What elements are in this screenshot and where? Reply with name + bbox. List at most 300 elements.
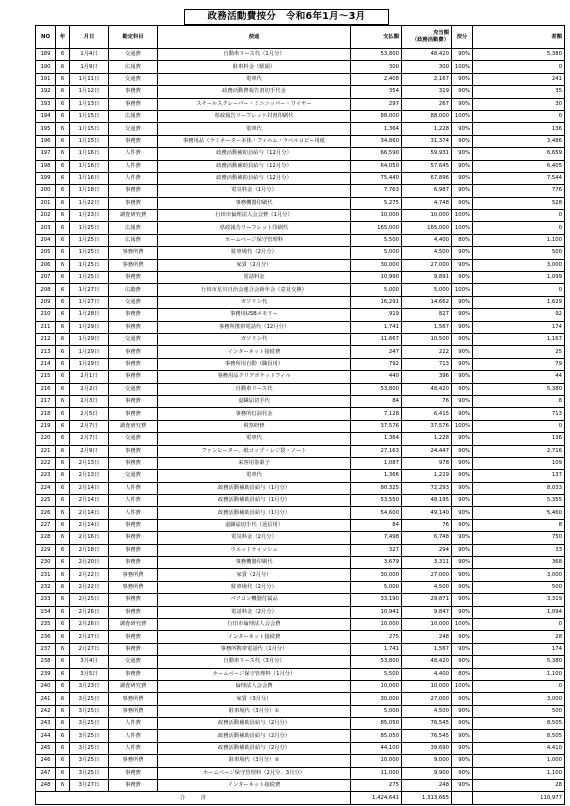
cell-purpose: インターネット接続費 <box>158 631 351 643</box>
cell-applied: 978 <box>402 457 452 469</box>
cell-ratio: 90% <box>452 172 473 184</box>
cell-ratio: 90% <box>452 532 473 544</box>
cell-ratio: 90% <box>452 259 473 271</box>
cell-no: 219 <box>36 420 56 432</box>
cell-date: 1月25日 <box>70 247 109 259</box>
header-no: NO <box>36 26 56 49</box>
cell-applied: 1,228 <box>402 433 452 445</box>
cell-applied: 4,400 <box>402 234 452 246</box>
cell-balance: 713 <box>473 408 565 420</box>
cell-purpose: 政務活動補助員給与（1月分） <box>158 495 351 507</box>
cell-account: 調査研究費 <box>109 618 158 630</box>
table-row <box>36 247 565 259</box>
cell-ratio: 100% <box>452 222 473 234</box>
cell-account: 人件費 <box>109 482 158 494</box>
cell-paid: 84 <box>351 519 402 531</box>
cell-date: 1月18日 <box>70 185 109 197</box>
cell-ratio: 90% <box>452 755 473 767</box>
table-row <box>36 742 565 754</box>
table-row <box>36 718 565 730</box>
cell-applied: 76 <box>402 519 452 531</box>
cell-ratio: 90% <box>452 705 473 717</box>
cell-applied: 5,000 <box>402 284 452 296</box>
cell-account: 事務費 <box>109 309 158 321</box>
cell-date: 1月23日 <box>70 210 109 222</box>
cell-purpose: 政務活動補助員給与（12月分） <box>158 172 351 184</box>
cell-balance: 8,033 <box>473 482 565 494</box>
cell-account: 広報費 <box>109 234 158 246</box>
cell-year: 6 <box>56 668 70 680</box>
cell-applied: 31,374 <box>402 135 452 147</box>
cell-date: 3月25日 <box>70 718 109 730</box>
cell-year: 6 <box>56 618 70 630</box>
cell-no: 242 <box>36 705 56 717</box>
cell-ratio: 90% <box>452 247 473 259</box>
cell-purpose: 行田市星川自治会連合会新年会（意見交換） <box>158 284 351 296</box>
cell-paid: 297 <box>351 98 402 110</box>
cell-no: 220 <box>36 433 56 445</box>
cell-year: 6 <box>56 693 70 705</box>
cell-balance: 0 <box>473 61 565 73</box>
cell-balance: 241 <box>473 73 565 85</box>
cell-purpose: 事務用品（ラミネーター本体・フィルム・ラベルコピー用紙 <box>158 135 351 147</box>
cell-account: 人件費 <box>109 172 158 184</box>
cell-ratio: 90% <box>452 383 473 395</box>
cell-account: 事務所費 <box>109 569 158 581</box>
cell-balance: 5,380 <box>473 49 565 61</box>
cell-account: 事務費 <box>109 519 158 531</box>
table-header-row <box>36 26 565 49</box>
cell-balance: 8,505 <box>473 718 565 730</box>
cell-ratio: 90% <box>452 730 473 742</box>
cell-paid: 27,163 <box>351 445 402 457</box>
cell-account: 調査研究費 <box>109 420 158 432</box>
cell-applied: 248 <box>402 631 452 643</box>
cell-balance: 79 <box>473 358 565 370</box>
cell-applied: 4,500 <box>402 247 452 259</box>
table-row <box>36 519 565 531</box>
cell-applied: 1,567 <box>402 321 452 333</box>
cell-balance: 35 <box>473 86 565 98</box>
cell-no: 241 <box>36 693 56 705</box>
cell-applied: 222 <box>402 346 452 358</box>
cell-purpose: 事務所用自動（職員用） <box>158 358 351 370</box>
cell-no: 225 <box>36 495 56 507</box>
table-row <box>36 581 565 593</box>
table-row <box>36 532 565 544</box>
cell-date: 1月28日 <box>70 309 109 321</box>
cell-balance: 2,716 <box>473 445 565 457</box>
total-paid: 1,424,641 <box>351 792 402 804</box>
cell-applied: 10,500 <box>402 333 452 345</box>
cell-year: 6 <box>56 309 70 321</box>
cell-ratio: 90% <box>452 73 473 85</box>
cell-account: 事務所費 <box>109 581 158 593</box>
cell-applied: 48,420 <box>402 383 452 395</box>
cell-ratio: 90% <box>452 49 473 61</box>
cell-paid: 34,860 <box>351 135 402 147</box>
cell-paid: 5,000 <box>351 581 402 593</box>
cell-purpose: 自動車リース代（1月分） <box>158 49 351 61</box>
cell-account: 事務費 <box>109 197 158 209</box>
cell-paid: 10,000 <box>351 210 402 222</box>
cell-no: 199 <box>36 172 56 184</box>
cell-paid: 165,000 <box>351 222 402 234</box>
cell-purpose: ガソリン代 <box>158 333 351 345</box>
cell-year: 6 <box>56 333 70 345</box>
cell-paid: 10,000 <box>351 680 402 692</box>
cell-balance: 6,659 <box>473 148 565 160</box>
cell-no: 248 <box>36 780 56 792</box>
cell-applied: 49,140 <box>402 507 452 519</box>
cell-account: 広聴費 <box>109 284 158 296</box>
cell-year: 6 <box>56 656 70 668</box>
cell-account: 人件費 <box>109 160 158 172</box>
cell-applied: 27,000 <box>402 693 452 705</box>
cell-no: 190 <box>36 61 56 73</box>
cell-account: 交通費 <box>109 383 158 395</box>
cell-balance: 137 <box>473 470 565 482</box>
cell-purpose: スチールスクレーパー・ミニニッパー・ワイヤー <box>158 98 351 110</box>
cell-date: 2月14日 <box>70 495 109 507</box>
cell-purpose: 電話料金（2月分） <box>158 606 351 618</box>
cell-account: 交通費 <box>109 333 158 345</box>
cell-purpose: 行田市倫理法人会会費 <box>158 618 351 630</box>
cell-ratio: 90% <box>452 445 473 457</box>
cell-purpose: 視察研修 <box>158 420 351 432</box>
cell-account: 事務費 <box>109 445 158 457</box>
cell-account: 事務費 <box>109 86 158 98</box>
cell-date: 2月3日 <box>70 395 109 407</box>
table-row <box>36 755 565 767</box>
cell-no: 227 <box>36 519 56 531</box>
cell-ratio: 80% <box>452 234 473 246</box>
cell-no: 200 <box>36 185 56 197</box>
cell-applied: 48,420 <box>402 656 452 668</box>
table-row <box>36 767 565 779</box>
cell-purpose: 事務所携帯電話代（12月分） <box>158 321 351 333</box>
cell-account: 広報費 <box>109 110 158 122</box>
cell-date: 2月25日 <box>70 594 109 606</box>
cell-no: 216 <box>36 383 56 395</box>
cell-paid: 5,000 <box>351 284 402 296</box>
cell-account: 事務所費 <box>109 693 158 705</box>
cell-no: 237 <box>36 643 56 655</box>
table-row <box>36 148 565 160</box>
cell-account: 事務費 <box>109 321 158 333</box>
cell-purpose: ガソリン代 <box>158 296 351 308</box>
cell-ratio: 90% <box>452 160 473 172</box>
cell-applied: 48,195 <box>402 495 452 507</box>
cell-year: 6 <box>56 730 70 742</box>
cell-balance: 3,486 <box>473 135 565 147</box>
cell-account: 事務費 <box>109 532 158 544</box>
cell-date: 2月7日 <box>70 420 109 432</box>
cell-balance: 28 <box>473 631 565 643</box>
cell-ratio: 90% <box>452 135 473 147</box>
cell-year: 6 <box>56 470 70 482</box>
table-row <box>36 321 565 333</box>
cell-paid: 5,500 <box>351 668 402 680</box>
cell-no: 189 <box>36 49 56 61</box>
cell-paid: 64,050 <box>351 160 402 172</box>
cell-purpose: 電気料金（1月分） <box>158 185 351 197</box>
cell-date: 1月22日 <box>70 197 109 209</box>
cell-ratio: 90% <box>452 185 473 197</box>
table-row <box>36 73 565 85</box>
table-row <box>36 569 565 581</box>
total-row <box>36 792 565 804</box>
cell-date: 2月26日 <box>70 606 109 618</box>
cell-date: 1月16日 <box>70 148 109 160</box>
cell-purpose: 事務用USBメモリー <box>158 309 351 321</box>
table-row <box>36 606 565 618</box>
cell-paid: 300 <box>351 61 402 73</box>
cell-date: 3月23日 <box>70 680 109 692</box>
cell-applied: 9,891 <box>402 272 452 284</box>
cell-account: 人件費 <box>109 730 158 742</box>
cell-no: 234 <box>36 606 56 618</box>
cell-purpose: 政務活動補助員給与（2月分） <box>158 742 351 754</box>
cell-account: 事務費 <box>109 408 158 420</box>
cell-year: 6 <box>56 73 70 85</box>
cell-balance: 33 <box>473 544 565 556</box>
table-row <box>36 61 565 73</box>
table-row <box>36 433 565 445</box>
cell-purpose: 事務所灯油代金 <box>158 408 351 420</box>
cell-purpose: 行田市倫理法人会会費（1月分） <box>158 210 351 222</box>
cell-purpose: 事務機器印刷代 <box>158 557 351 569</box>
cell-purpose: 事務機器印刷代 <box>158 197 351 209</box>
cell-account: 交通費 <box>109 656 158 668</box>
table-row <box>36 618 565 630</box>
table-row <box>36 656 565 668</box>
cell-year: 6 <box>56 606 70 618</box>
cell-ratio: 90% <box>452 197 473 209</box>
cell-ratio: 90% <box>452 519 473 531</box>
cell-ratio: 90% <box>452 742 473 754</box>
cell-applied: 48,420 <box>402 49 452 61</box>
cell-no: 213 <box>36 346 56 358</box>
table-row <box>36 234 565 246</box>
cell-account: 交通費 <box>109 73 158 85</box>
table-row <box>36 86 565 98</box>
cell-date: 3月25日 <box>70 767 109 779</box>
cell-date: 1月15日 <box>70 110 109 122</box>
cell-balance: 1,629 <box>473 296 565 308</box>
cell-no: 240 <box>36 680 56 692</box>
table-row <box>36 668 565 680</box>
cell-no: 224 <box>36 482 56 494</box>
cell-account: 事務所費 <box>109 755 158 767</box>
total-balance: 110,977 <box>473 792 565 804</box>
cell-paid: 5,500 <box>351 234 402 246</box>
cell-year: 6 <box>56 321 70 333</box>
cell-purpose: 電車代 <box>158 470 351 482</box>
cell-date: 1月27日 <box>70 284 109 296</box>
cell-ratio: 100% <box>452 420 473 432</box>
cell-year: 6 <box>56 296 70 308</box>
cell-year: 6 <box>56 507 70 519</box>
cell-paid: 7,498 <box>351 532 402 544</box>
cell-ratio: 90% <box>452 569 473 581</box>
cell-applied: 4,500 <box>402 581 452 593</box>
cell-balance: 136 <box>473 433 565 445</box>
cell-no: 201 <box>36 197 56 209</box>
cell-ratio: 90% <box>452 123 473 135</box>
cell-no: 202 <box>36 210 56 222</box>
cell-purpose: インターネット接続費 <box>158 346 351 358</box>
cell-applied: 76,545 <box>402 730 452 742</box>
cell-date: 2月22日 <box>70 581 109 593</box>
cell-balance: 3,000 <box>473 693 565 705</box>
cell-paid: 275 <box>351 631 402 643</box>
cell-no: 239 <box>36 668 56 680</box>
cell-ratio: 90% <box>452 718 473 730</box>
cell-no: 232 <box>36 581 56 593</box>
cell-year: 6 <box>56 631 70 643</box>
cell-no: 210 <box>36 309 56 321</box>
cell-ratio: 100% <box>452 618 473 630</box>
cell-no: 222 <box>36 457 56 469</box>
cell-applied: 4,400 <box>402 668 452 680</box>
cell-ratio: 90% <box>452 693 473 705</box>
cell-date: 2月22日 <box>70 569 109 581</box>
cell-paid: 10,000 <box>351 755 402 767</box>
header-ratio: 按分 <box>452 26 473 49</box>
cell-balance: 0 <box>473 284 565 296</box>
cell-paid: 275 <box>351 780 402 792</box>
cell-balance: 1,100 <box>473 767 565 779</box>
cell-date: 2月5日 <box>70 408 109 420</box>
cell-purpose: ファンヒーター、紙コップ・レジ袋・ノート <box>158 445 351 457</box>
cell-applied: 396 <box>402 371 452 383</box>
cell-date: 2月9日 <box>70 445 109 457</box>
cell-paid: 30,000 <box>351 259 402 271</box>
cell-applied: 2,167 <box>402 73 452 85</box>
cell-balance: 3,000 <box>473 259 565 271</box>
cell-account: 事務所費 <box>109 705 158 717</box>
cell-balance: 776 <box>473 185 565 197</box>
cell-paid: 44,100 <box>351 742 402 754</box>
table-row <box>36 259 565 271</box>
header-year: 年 <box>56 26 70 49</box>
cell-year: 6 <box>56 780 70 792</box>
cell-year: 6 <box>56 705 70 717</box>
cell-date: 2月18日 <box>70 544 109 556</box>
table-row <box>36 309 565 321</box>
cell-account: 事務費 <box>109 98 158 110</box>
cell-paid: 16,291 <box>351 296 402 308</box>
cell-year: 6 <box>56 433 70 445</box>
cell-paid: 11,667 <box>351 333 402 345</box>
cell-purpose: 政務活動補助員給与（1月分） <box>158 482 351 494</box>
cell-paid: 1,741 <box>351 643 402 655</box>
cell-paid: 1,741 <box>351 321 402 333</box>
cell-ratio: 90% <box>452 643 473 655</box>
cell-applied: 827 <box>402 309 452 321</box>
cell-ratio: 90% <box>452 606 473 618</box>
table-body <box>36 49 565 792</box>
cell-no: 211 <box>36 321 56 333</box>
cell-ratio: 90% <box>452 656 473 668</box>
cell-no: 192 <box>36 86 56 98</box>
cell-date: 1月9日 <box>70 61 109 73</box>
cell-applied: 59,931 <box>402 148 452 160</box>
cell-ratio: 90% <box>452 86 473 98</box>
cell-date: 2月13日 <box>70 457 109 469</box>
cell-purpose: 政務活動補助員給与（1月分） <box>158 507 351 519</box>
header-purpose: 使途 <box>158 26 351 49</box>
cell-paid: 85,050 <box>351 730 402 742</box>
cell-no: 230 <box>36 557 56 569</box>
cell-year: 6 <box>56 123 70 135</box>
cell-year: 6 <box>56 643 70 655</box>
cell-paid: 37,576 <box>351 420 402 432</box>
cell-balance: 750 <box>473 532 565 544</box>
cell-ratio: 90% <box>452 457 473 469</box>
cell-ratio: 80% <box>452 668 473 680</box>
cell-balance: 92 <box>473 309 565 321</box>
cell-purpose: 家賃（2月分） <box>158 259 351 271</box>
cell-account: 事務費 <box>109 544 158 556</box>
cell-ratio: 90% <box>452 408 473 420</box>
cell-year: 6 <box>56 284 70 296</box>
cell-balance: 528 <box>473 197 565 209</box>
cell-year: 6 <box>56 755 70 767</box>
cell-account: 広報費 <box>109 222 158 234</box>
cell-year: 6 <box>56 61 70 73</box>
cell-ratio: 100% <box>452 680 473 692</box>
cell-date: 2月27日 <box>70 643 109 655</box>
cell-applied: 713 <box>402 358 452 370</box>
cell-balance: 30 <box>473 98 565 110</box>
cell-ratio: 90% <box>452 346 473 358</box>
cell-purpose: 駐車場代（3月分）① <box>158 705 351 717</box>
cell-applied: 14,662 <box>402 296 452 308</box>
cell-no: 233 <box>36 594 56 606</box>
cell-purpose: 駐車場代（3月分）② <box>158 755 351 767</box>
cell-no: 195 <box>36 123 56 135</box>
cell-paid: 1,087 <box>351 457 402 469</box>
cell-account: 事務所費 <box>109 247 158 259</box>
cell-date: 1月16日 <box>70 160 109 172</box>
cell-no: 228 <box>36 532 56 544</box>
cell-applied: 88,000 <box>402 110 452 122</box>
cell-year: 6 <box>56 569 70 581</box>
cell-account: 事務費 <box>109 767 158 779</box>
cell-applied: 3,311 <box>402 557 452 569</box>
table-row <box>36 49 565 61</box>
cell-balance: 5,380 <box>473 383 565 395</box>
cell-year: 6 <box>56 495 70 507</box>
cell-no: 198 <box>36 160 56 172</box>
cell-purpose: 電気料金（2月分） <box>158 532 351 544</box>
cell-paid: 53,800 <box>351 49 402 61</box>
cell-paid: 85,050 <box>351 718 402 730</box>
cell-date: 1月4日 <box>70 49 109 61</box>
cell-applied: 9,900 <box>402 767 452 779</box>
cell-year: 6 <box>56 594 70 606</box>
cell-paid: 53,800 <box>351 656 402 668</box>
cell-paid: 354 <box>351 86 402 98</box>
cell-account: 人件費 <box>109 742 158 754</box>
cell-account: 事務費 <box>109 631 158 643</box>
cell-date: 3月25日 <box>70 742 109 754</box>
cell-year: 6 <box>56 767 70 779</box>
table-row <box>36 272 565 284</box>
cell-purpose: 家賃（2月分） <box>158 569 351 581</box>
